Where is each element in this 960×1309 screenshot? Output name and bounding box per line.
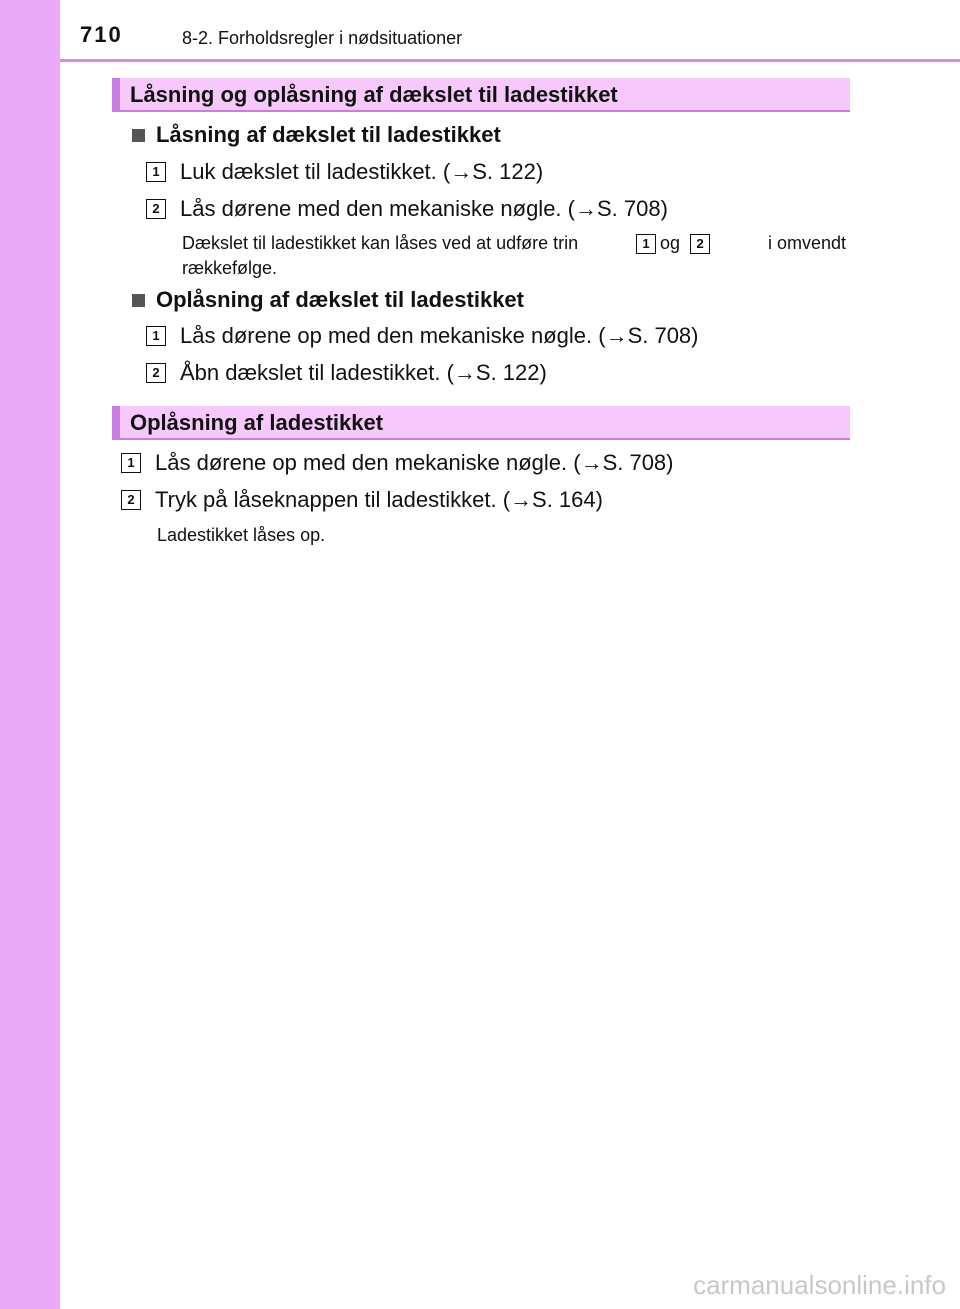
step-item	[146, 323, 699, 349]
page-sidebar	[0, 0, 60, 1309]
step-number-box: 2	[146, 199, 166, 219]
square-bullet-icon	[132, 294, 145, 307]
section-title: Låsning og oplåsning af dækslet til ladestikket	[130, 82, 618, 107]
step-text: Lås dørene op med den mekaniske nøgle. (→S. 708)	[180, 323, 699, 348]
step-text: Luk dækslet til ladestikket. (→S. 122)	[180, 159, 544, 184]
step-text: Lås dørene med den mekaniske nøgle. (→S. 708)	[180, 196, 668, 221]
page-number: 710	[80, 22, 123, 47]
step-ref-box: 1	[636, 234, 656, 254]
subheading-text: Oplåsning af dækslet til ladestikket	[156, 287, 524, 312]
section-title-bar	[112, 406, 850, 440]
note-text: og	[660, 233, 681, 253]
step-item	[121, 487, 603, 513]
watermark: carmanualsonline.info	[693, 1270, 946, 1300]
chapter-title: 8-2. Forholdsregler i nødsituationer	[182, 28, 463, 48]
step-item	[146, 360, 547, 386]
square-bullet-icon	[132, 129, 145, 142]
step-number-box: 1	[146, 326, 166, 346]
section-title-bar	[112, 78, 850, 112]
step-item	[121, 450, 674, 476]
step-number-box: 1	[146, 162, 166, 182]
subheading-text: Låsning af dækslet til ladestikket	[156, 122, 501, 147]
step-text: Tryk på låseknappen til ladestikket. (→S. 164)	[155, 487, 603, 512]
section-title: Oplåsning af ladestikket	[130, 410, 384, 435]
step-text: Lås dørene op med den mekaniske nøgle. (→S. 708)	[155, 450, 674, 475]
header-rule	[60, 59, 960, 62]
step-text: Åbn dækslet til ladestikket. (→S. 122)	[180, 360, 547, 385]
step-item	[146, 196, 668, 222]
note-text: rækkefølge.	[182, 258, 278, 278]
note-text: Dækslet til ladestikket kan låses ved at udføre trin	[182, 233, 579, 253]
step-item	[146, 159, 543, 185]
step-number-box: 2	[146, 363, 166, 383]
note-result: Ladestikket låses op.	[157, 525, 326, 545]
subheading-unlocking	[132, 287, 524, 313]
note-text: i omvendt	[767, 233, 846, 253]
note-locking	[182, 231, 846, 281]
step-number-box: 2	[121, 490, 141, 510]
step-number-box: 1	[121, 453, 141, 473]
subheading-locking	[132, 122, 501, 148]
step-ref-box: 2	[690, 234, 710, 254]
